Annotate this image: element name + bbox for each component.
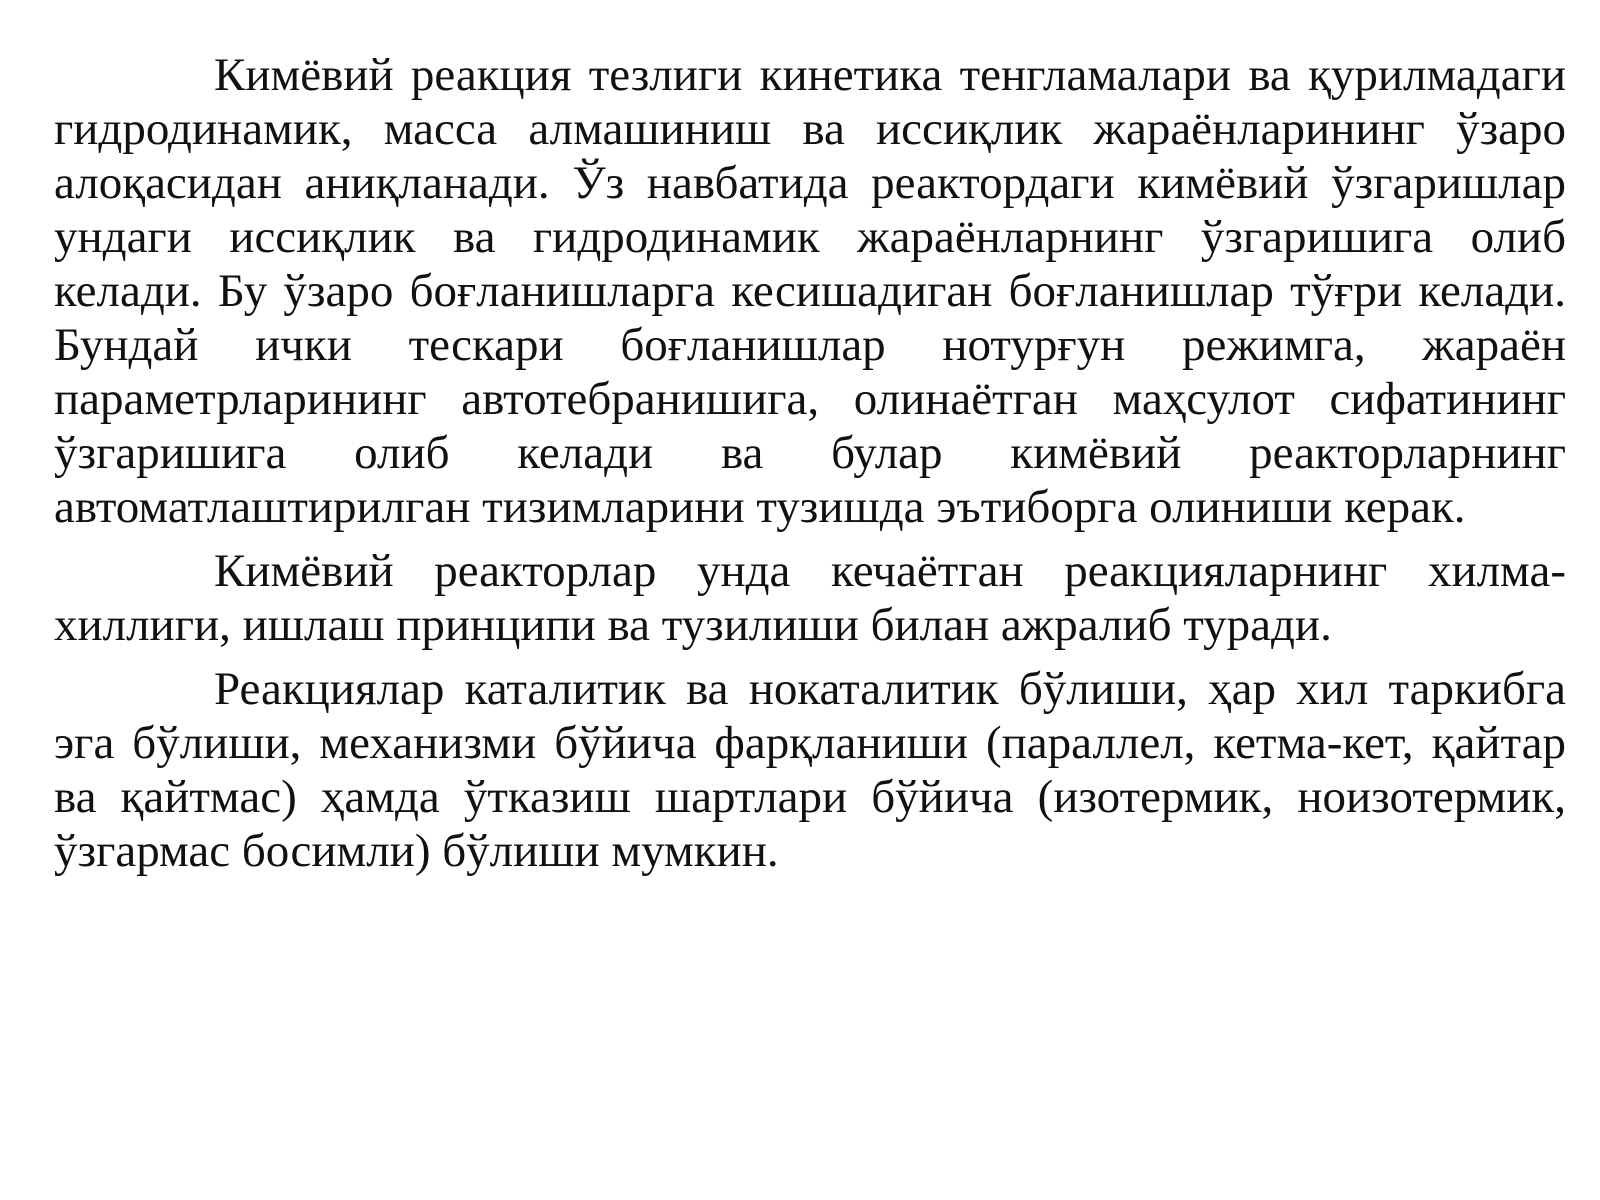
paragraph-3: Реакциялар каталитик ва нокаталитик бўлиши, ҳар хил таркибга эга бўлиши, механизми бўйича фарқланиши (параллел, кетма-кет, қайтар ва қайтмас) ҳамда ўтказиш шартлари бўйича (изотермик, ноизотермик, ўзгармас босимли) бўлиши мумкин. (54, 663, 1566, 877)
paragraph-2: Кимёвий реакторлар унда кечаётган реакцияларнинг хилма-хиллиги, ишлаш принципи ва тузилиши билан ажралиб туради. (54, 545, 1566, 651)
paragraph-1: Кимёвий реакция тезлиги кинетика тенгламалари ва қурилмадаги гидродинамик, масса алмашиниш ва иссиқлик жараёнларининг ўзаро алоқасидан аниқланади. Ўз навбатида реактордаги кимёвий ўзгаришлар ундаги иссиқлик ва гидродинамик жараёнларнинг ўзгаришига олиб келади. Бу ўзаро боғланишларга кесишадиган боғланишлар тўғри келади. Бундай ички тескари боғланишлар нотурғун режимга, жараён параметрларининг автотебранишига, олинаётган маҳсулот сифатининг ўзгаришига олиб келади ва булар кимёвий реакторларнинг автоматлаштирилган тизимларини тузишда эътиборга олиниши керак. (54, 49, 1566, 533)
